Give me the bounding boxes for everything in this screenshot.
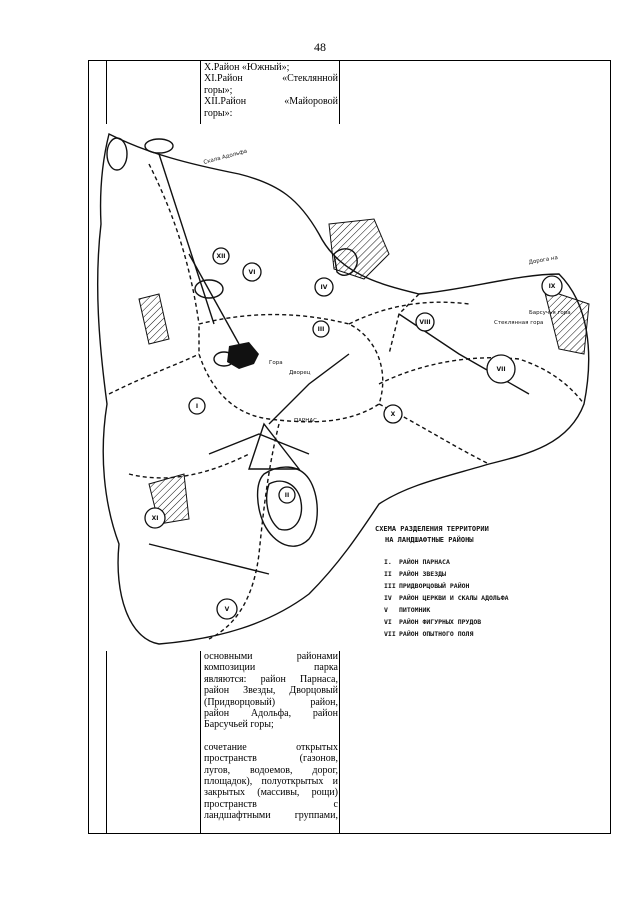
content-table bbox=[88, 60, 611, 834]
legend-label: ПРИДВОРЦОВЫЙ РАЙОН bbox=[399, 582, 470, 590]
text-line: район Адольфа, район bbox=[204, 708, 338, 720]
map-place-label: Барсучья гора bbox=[529, 310, 571, 316]
column-divider bbox=[339, 61, 340, 124]
legend-label: РАЙОН ПАРНАСА bbox=[399, 558, 450, 566]
pond bbox=[145, 139, 173, 153]
text-line: площадок), полуоткрытых и bbox=[204, 776, 338, 788]
legend-roman: I. bbox=[384, 558, 392, 566]
text-line: (Придворцовый) район, bbox=[204, 696, 338, 708]
road-dashed bbox=[379, 358, 584, 404]
road-dashed bbox=[109, 354, 199, 394]
map-place-label: Дорога на bbox=[528, 254, 559, 266]
map-place-label: Дворец bbox=[289, 370, 311, 376]
column-divider bbox=[106, 61, 107, 124]
column-divider bbox=[200, 651, 201, 833]
legend-roman: IV bbox=[384, 594, 392, 602]
page-number: 48 bbox=[314, 40, 326, 54]
hatched-area bbox=[544, 289, 589, 354]
legend-label: РАЙОН ОПЫТНОГО ПОЛЯ bbox=[399, 630, 474, 638]
text-line: XI.Район «Стеклянной bbox=[204, 73, 338, 85]
district-label: XII bbox=[216, 253, 226, 260]
star-feature bbox=[258, 467, 318, 546]
alley bbox=[189, 254, 239, 344]
text-line: сочетание открытых bbox=[204, 741, 338, 753]
text-line: Барсучьей горы; bbox=[204, 719, 274, 731]
district-label: I bbox=[195, 403, 199, 410]
map-drawing bbox=[89, 124, 610, 651]
top-cell-text bbox=[204, 62, 338, 119]
text-line: лугов, водоемов, дорог, bbox=[204, 764, 338, 776]
palace-building bbox=[227, 342, 259, 369]
map-legend bbox=[375, 525, 509, 638]
text-line: ландшафтными группами, bbox=[204, 810, 338, 822]
district-label: IV bbox=[320, 284, 328, 291]
legend-roman: V bbox=[384, 606, 388, 614]
map-place-label: Скала Адольфа bbox=[202, 148, 248, 166]
legend-title: СХЕМА РАЗДЕЛЕНИЯ ТЕРРИТОРИИ bbox=[375, 525, 489, 533]
legend-title: НА ЛАНДШАФТНЫЕ РАЙОНЫ bbox=[385, 536, 474, 544]
text-line: горы»: bbox=[204, 107, 233, 119]
district-label: VIII bbox=[419, 319, 431, 326]
district-label: IX bbox=[548, 283, 556, 290]
text-line: пространств (газонов, bbox=[204, 753, 338, 765]
text-line: XII.Район «Майоровой bbox=[204, 96, 338, 108]
column-divider bbox=[106, 651, 107, 833]
bottom-cell-text bbox=[204, 651, 338, 822]
column-divider bbox=[200, 61, 201, 124]
text-line: основными районами bbox=[204, 651, 338, 662]
text-line: закрытых (массивы, рощи) bbox=[204, 787, 338, 799]
paragraph-gap bbox=[204, 731, 338, 742]
legend-label: РАЙОН ЦЕРКВИ И СКАЛЫ АДОЛЬФА bbox=[399, 594, 509, 602]
map-place-label: Гора bbox=[269, 360, 283, 366]
alley bbox=[149, 544, 269, 574]
road-dashed bbox=[199, 315, 383, 422]
district-label: VII bbox=[496, 366, 506, 373]
text-line: X.Район «Южный»; bbox=[204, 62, 290, 73]
text-line: являются: район Парнаса, bbox=[204, 673, 338, 685]
legend-label: РАЙОН ФИГУРНЫХ ПРУДОВ bbox=[399, 618, 482, 626]
legend-roman: VII bbox=[384, 630, 396, 638]
legend-label: РАЙОН ЗВЕЗДЫ bbox=[399, 570, 446, 578]
alley bbox=[159, 154, 214, 324]
text-line: район Звезды, Дворцовый bbox=[204, 685, 338, 697]
district-label: XI bbox=[151, 515, 159, 522]
text-line: пространств с bbox=[204, 798, 338, 810]
map-place-label: ПАРНАС bbox=[294, 418, 317, 424]
legend-roman: III bbox=[384, 582, 396, 590]
park-district-map bbox=[89, 124, 610, 651]
legend-roman: VI bbox=[384, 618, 392, 626]
district-label: III bbox=[317, 326, 325, 333]
column-divider bbox=[339, 651, 340, 833]
pond bbox=[107, 138, 127, 170]
map-place-label: Стеклянная гора bbox=[494, 320, 544, 326]
text-line: композиции парка bbox=[204, 662, 338, 674]
hatched-area bbox=[329, 219, 389, 279]
hatched-area bbox=[139, 294, 169, 344]
legend-label: ПИТОМНИК bbox=[399, 606, 431, 614]
text-line: горы»; bbox=[204, 84, 233, 96]
park-boundary bbox=[98, 134, 589, 644]
road-dashed bbox=[129, 454, 249, 478]
district-label: V bbox=[224, 606, 230, 613]
legend-roman: II bbox=[384, 570, 392, 578]
district-label: X bbox=[390, 411, 396, 418]
district-label: II bbox=[284, 492, 290, 499]
district-label: VI bbox=[248, 269, 256, 276]
